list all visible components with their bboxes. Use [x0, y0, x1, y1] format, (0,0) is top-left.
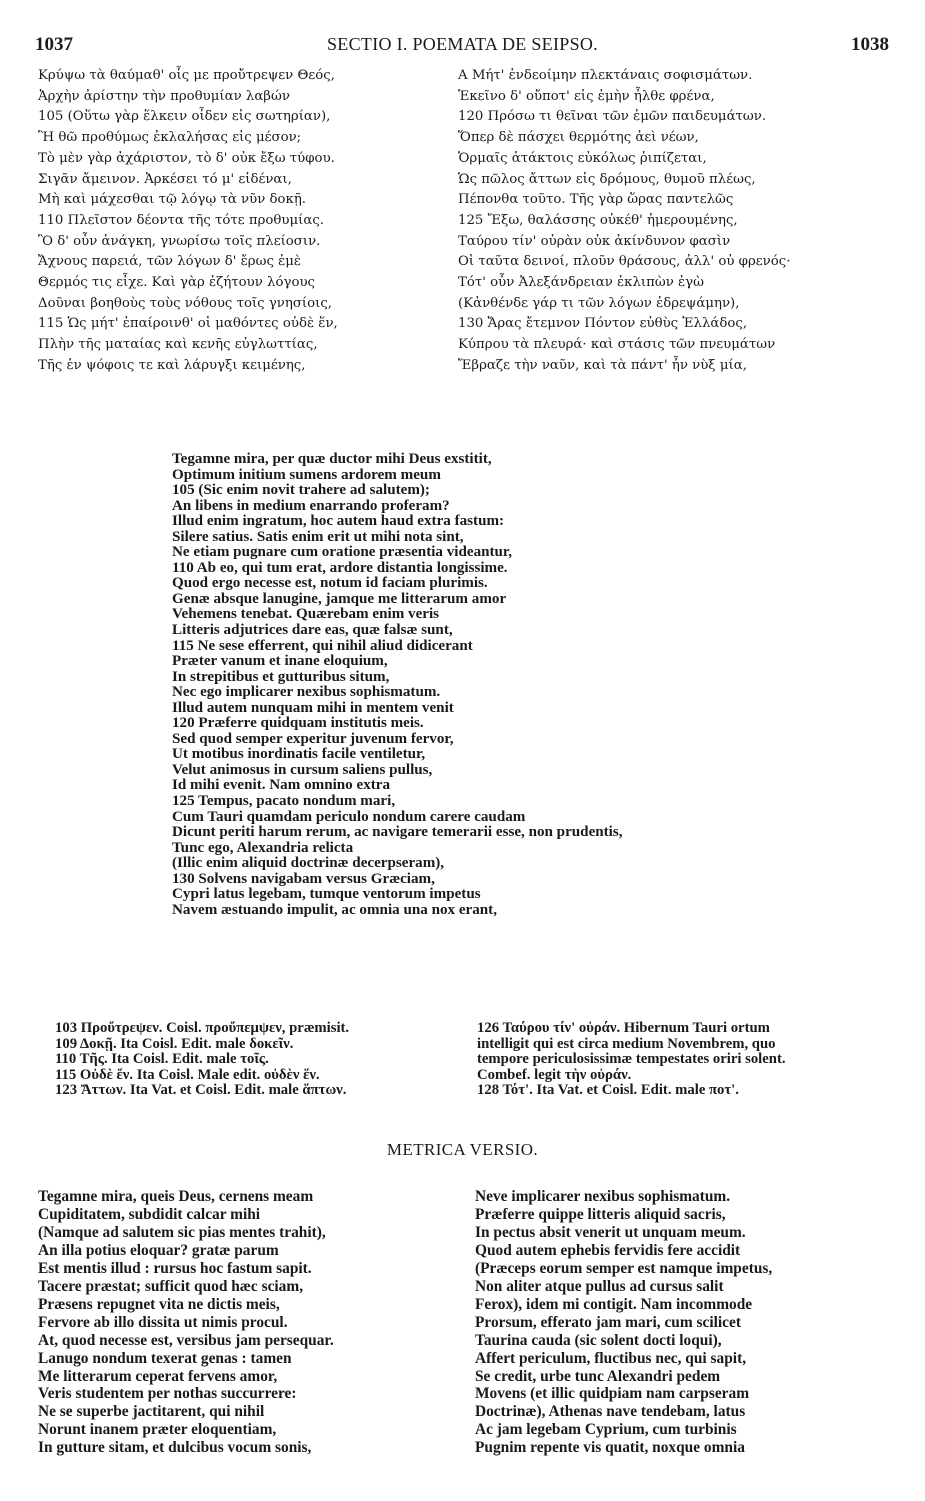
- metrica-verse-line: Veris studentem per nothas succurrere:: [38, 1385, 297, 1403]
- latin-verse-line: Præter vanum et inane eloquium,: [172, 653, 388, 670]
- greek-verse-line: Ἢ θῶ προθύμως ἐκλαλήσας εἰς μέσον;: [38, 130, 302, 146]
- footnote-line: Combef. legit τὴν οὐράν.: [477, 1066, 632, 1083]
- greek-verse-line: Κύπρου τὰ πλευρά· καὶ στάσις τῶν πνευμάτων: [458, 337, 776, 353]
- greek-verse-line: Δοῦναι βοηθοὺς τοὺς νόθους τοῖς γνησίοις,: [38, 295, 333, 311]
- metrica-verse-line: Neve implicarer nexibus sophismatum.: [475, 1188, 731, 1205]
- latin-verse-line: Silere satius. Satis enim erit ut mihi nota sint,: [172, 528, 464, 545]
- latin-verse-line: Id mihi evenit. Nam omnino extra: [172, 777, 391, 794]
- greek-verse-line: Ἀρχὴν ἀρίστην τὴν προθυμίαν λαβών: [38, 88, 290, 104]
- greek-verse-line: Σιγᾶν ἄμεινον. Ἀρκέσει τό μ' εἰδέναι,: [38, 171, 292, 187]
- metrica-verse-line: Doctrinæ), Athenas nave tendebam, latus: [475, 1403, 746, 1421]
- footnotes-right-column: [477, 1021, 897, 1099]
- metrica-verse-line: Ac jam legebam Cyprium, cum turbinis: [475, 1421, 737, 1439]
- footnote-line: 123 Ἄττων. Ita Vat. et Coisl. Edit. male ἅπτων.: [55, 1082, 347, 1099]
- greek-verse-line: Ἔβραζε τὴν ναῦν, καὶ τὰ πάντ' ἦν νὺξ μία,: [458, 357, 747, 373]
- metrica-verse-line: Est mentis illud : rursus hoc fastum sapit.: [38, 1259, 312, 1277]
- latin-verse-line: Sed quod semper experitur juvenum fervor,: [172, 730, 454, 747]
- metrica-verse-line: An illa potius eloquar? gratæ parum: [38, 1241, 279, 1259]
- greek-verse-line: Τότ' οὖν Ἀλεξάνδρειαν ἐκλιπὼν ἐγὼ: [458, 275, 704, 291]
- latin-verse-line: In strepitibus et gutturibus situm,: [172, 668, 390, 685]
- latin-verse-line: (Illic enim aliquid doctrinæ decerpseram),: [172, 855, 445, 872]
- greek-verse-line: A Μήτ' ἐνδεοίμην πλεκτάναις σοφισμάτων.: [458, 68, 753, 83]
- latin-verse-line: Litteris adjutrices dare eas, quæ falsæ sunt,: [172, 622, 453, 639]
- latin-verse-line: 120 Præferre quidquam institutis meis.: [172, 715, 424, 732]
- metrica-verse-line: Fervore ab illo dissita ut nimis procul.: [38, 1313, 288, 1331]
- greek-verse-line: Ὅπερ δὲ πάσχει θερμότης ἀεὶ νέων,: [458, 130, 699, 146]
- latin-verse-line: Nec ego implicarer nexibus sophismatum.: [172, 684, 441, 701]
- greek-verse-line: Θερμός τις εἶχε. Καὶ γὰρ ἐζήτουν λόγους: [38, 275, 315, 291]
- metrica-verse-line: Præsens repugnet vita ne dictis meis,: [38, 1295, 280, 1313]
- page-header: [0, 34, 925, 58]
- greek-text-right-column: [458, 66, 898, 377]
- latin-verse-line: Navem æstuando impulit, ac omnia una nox erant,: [172, 901, 497, 918]
- metrica-verse-line: Tegamne mira, queis Deus, cernens meam: [38, 1188, 314, 1205]
- metrica-verse-line: Me litterarum ceperat fervens amor,: [38, 1367, 278, 1385]
- footnote-line: 110 Τῆς. Ita Coisl. Edit. male τοῖς.: [55, 1051, 269, 1068]
- greek-verse-line: Πλὴν τῆς ματαίας καὶ κενῆς εὐγλωττίας,: [38, 337, 318, 353]
- metrica-verse-line: Ne se superbe jactitarent, qui nihil: [38, 1403, 265, 1421]
- greek-verse-line: Ταύρου τίν' οὐρὰν οὐκ ἀκίνδυνον φασὶν: [458, 233, 731, 249]
- metrica-verse-line: Non aliter atque pullus ad cursus salit: [475, 1277, 724, 1295]
- latin-verse-line: Tegamne mira, per quæ ductor mihi Deus exstitit,: [172, 451, 492, 467]
- metrica-versio-heading: METRICA VERSIO.: [386, 1140, 539, 1159]
- metrica-versio-left-column: [38, 1188, 458, 1457]
- metrica-verse-line: Lanugo nondum texerat genas : tamen: [38, 1349, 292, 1367]
- greek-verse-line: (Κἀνθένδε γάρ τι τῶν λόγων ἐδρεψάμην),: [458, 295, 740, 311]
- latin-verse-line: Cypri latus legebam, tumque ventorum impetus: [172, 886, 481, 903]
- metrica-verse-line: In pectus absit venerit ut unquam meum.: [475, 1223, 746, 1241]
- greek-verse-line: Ὡς πῶλος ἄττων εἰς δρόμους, θυμοῦ πλέως,: [458, 171, 756, 187]
- greek-verse-line: Ὁρμαῖς ἀτάκτοις εὐκόλως ῥιπίζεται,: [458, 150, 707, 166]
- latin-verse-line: Genæ absque lanugine, jamque me litterarum amor: [172, 590, 507, 607]
- greek-verse-line: Τὸ μὲν γὰρ ἀχάριστον, τὸ δ' οὐκ ἔξω τύφου.: [38, 150, 335, 166]
- metrica-verse-line: (Præceps eorum semper est namque impetus,: [475, 1259, 773, 1277]
- footnote-line: 126 Ταύρου τίν' οὐράν. Hibernum Tauri ortum: [477, 1020, 770, 1036]
- greek-verse-line: Ἄχνους παρειά, τῶν λόγων δ' ἔρως ἐμὲ: [38, 254, 302, 270]
- page-number-left: 1037: [35, 34, 73, 55]
- greek-verse-line: Πέπονθα τοῦτο. Τῆς γὰρ ὥρας παντελῶς: [458, 192, 734, 208]
- metrica-verse-line: (Namque ad salutem sic pias mentes trahit),: [38, 1223, 326, 1241]
- latin-verse-line: 125 Tempus, pacato nondum mari,: [172, 793, 396, 810]
- metrica-verse-line: Tacere præstat; sufficit quod hæc sciam,: [38, 1277, 304, 1295]
- latin-verse-line: Vehemens tenebat. Quærebam enim veris: [172, 606, 440, 623]
- greek-verse-line: Ἐκεῖνο δ' οὔποτ' εἰς ἐμὴν ἦλθε φρένα,: [458, 88, 715, 104]
- latin-verse-line: Illud autem nunquam mihi in mentem venit: [172, 699, 454, 716]
- latin-verse-line: Optimum initium sumens ardorem meum: [172, 466, 441, 483]
- metrica-verse-line: Taurina cauda (sic solent docti loqui),: [475, 1331, 722, 1349]
- footnote-line: 115 Οὐδὲ ἕν. Ita Coisl. Male edit. οὐδὲν ἕν.: [55, 1066, 320, 1083]
- latin-verse-line: Ut motibus inordinatis facile ventiletur,: [172, 746, 426, 763]
- metrica-verse-line: Prorsum, efferato jam mari, cum scilicet: [475, 1313, 741, 1331]
- latin-verse-line: 110 Ab eo, qui tum erat, ardore distantia longissime.: [172, 559, 508, 576]
- metrica-verse-line: Norunt inanem præter eloquentiam,: [38, 1421, 277, 1439]
- latin-verse-line: 105 (Sic enim novit trahere ad salutem);: [172, 482, 430, 499]
- greek-text-left-column: [38, 66, 458, 377]
- latin-verse-line: An libens in medium enarrando proferam?: [172, 497, 450, 514]
- latin-verse-line: 130 Solvens navigabam versus Græciam,: [172, 870, 435, 887]
- footnote-line: 128 Τότ'. Ita Vat. et Coisl. Edit. male ποτ'.: [477, 1082, 739, 1099]
- metrica-verse-line: Cupiditatem, subdidit calcar mihi: [38, 1205, 261, 1223]
- running-title: SECTIO I. POEMATA DE SEIPSO.: [327, 34, 598, 54]
- latin-verse-line: Tunc ego, Alexandria relicta: [172, 839, 354, 856]
- latin-verse-line: Illud enim ingratum, hoc autem haud extra fastum:: [172, 513, 505, 530]
- footnote-line: tempore periculosissimæ tempestates oriri solent.: [477, 1051, 786, 1068]
- greek-verse-line: 130 Ἄρας ἔτεμνον Πόντον εὐθὺς Ἑλλάδος,: [458, 316, 748, 332]
- footnote-line: 103 Προὔτρεψεν. Coisl. προὔπεμψεν, præmisit.: [55, 1020, 350, 1036]
- metrica-verse-line: Ferox), idem mi contigit. Nam incommode: [475, 1295, 753, 1313]
- greek-verse-line: Ὃ δ' οὖν ἀνάγκη, γνωρίσω τοῖς πλείοσιν.: [38, 233, 321, 249]
- footnotes-left-column: [55, 1021, 475, 1099]
- greek-verse-line: Οἱ ταῦτα δεινοί, πλοῦν θράσους, ἀλλ' οὐ φρενός·: [458, 254, 791, 270]
- greek-verse-line: Μὴ καὶ μάχεσθαι τῷ λόγῳ τὰ νῦν δοκῇ.: [38, 192, 307, 208]
- greek-verse-line: 110 Πλεῖστον δέοντα τῆς τότε προθυμίας.: [38, 212, 325, 228]
- footnote-line: intelligit qui est circa medium Novembrem, quo: [477, 1035, 776, 1052]
- metrica-verse-line: Affert periculum, fluctibus nec, qui sapit,: [475, 1349, 747, 1367]
- metrica-verse-line: Quod autem ephebis fervidis fere accidit: [475, 1241, 741, 1259]
- metrica-verse-line: Se credit, urbe tunc Alexandri pedem: [475, 1367, 721, 1385]
- latin-verse-line: Quod ergo necesse est, notum id faciam plurimis.: [172, 575, 488, 592]
- latin-verse-line: Velut animosus in cursum saliens pullus,: [172, 761, 433, 778]
- metrica-verse-line: In gutture sitam, et dulcibus vocum sonis,: [38, 1439, 312, 1457]
- greek-verse-line: Τῆς ἐν ψόφοις τε καὶ λάρυγξι κειμένης,: [38, 357, 306, 373]
- page-number-right: 1038: [851, 34, 889, 55]
- greek-verse-line: 115 Ὡς μήτ' ἐπαίροινθ' οἱ μαθόντες οὐδὲ ἕν,: [38, 316, 338, 332]
- metrica-verse-line: Præferre quippe litteris aliquid sacris,: [475, 1205, 726, 1223]
- greek-verse-line: 105 (Οὕτω γὰρ ἕλκειν οἶδεν εἰς σωτηρίαν),: [38, 109, 331, 125]
- metrica-verse-line: Pugnim repente vis quatit, noxque omnia: [475, 1439, 745, 1457]
- latin-verse-line: 115 Ne sese efferrent, qui nihil aliud didicerant: [172, 637, 473, 654]
- greek-verse-line: 125 Ἔξω, θαλάσσης οὐκέθ' ἡμερουμένης,: [458, 212, 738, 228]
- latin-verse-line: Ne etiam pugnare cum oratione præsentia videantur,: [172, 544, 513, 561]
- metrica-verse-line: At, quod necesse est, versibus jam persequar.: [38, 1331, 334, 1349]
- greek-verse-line: Κρύψω τὰ θαύμαθ' οἷς με προὔτρεψεν Θεός,: [38, 68, 335, 83]
- metrica-verse-line: Movens (et illic quidpiam nam carpseram: [475, 1385, 750, 1403]
- latin-verse-line: Cum Tauri quamdam periculo nondum carere caudam: [172, 808, 526, 825]
- greek-verse-line: 120 Πρόσω τι θεῖναι τῶν ἐμῶν παιδευμάτων.: [458, 109, 767, 125]
- latin-verse-line: Dicunt periti harum rerum, ac navigare temerarii esse, non prudentis,: [172, 824, 623, 841]
- latin-translation-block: [172, 452, 782, 918]
- footnote-line: 109 Δοκῇ. Ita Coisl. Edit. male δοκεῖν.: [55, 1035, 294, 1052]
- metrica-versio-right-column: [475, 1188, 905, 1457]
